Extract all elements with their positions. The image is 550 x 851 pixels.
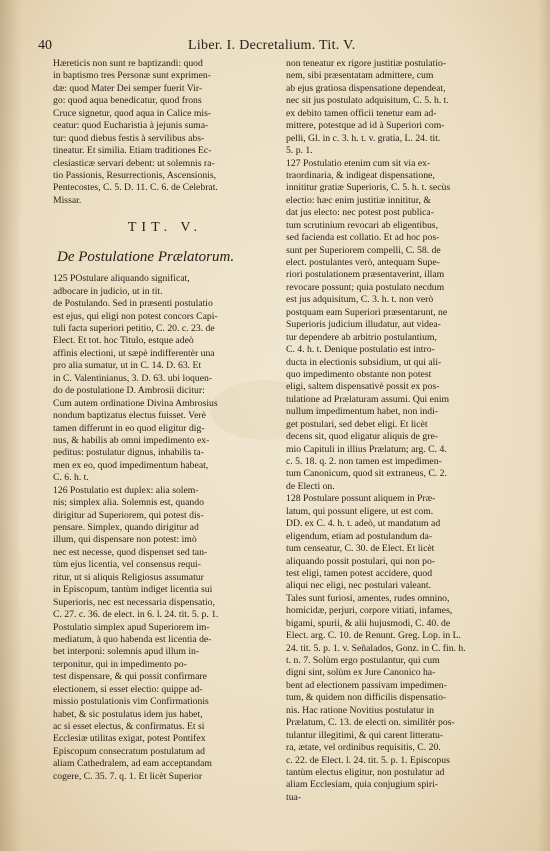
text-line: ceatur: quod Eucharistia à jejunis suma- [53,120,209,132]
text-line: tantùm electus eligitur, non postulatur ad [286,766,445,778]
text-line: do de postulatione D. Ambrosii dicitur: [53,385,205,397]
text-line: de Postulando. Sed in præsenti postulatio [53,298,213,310]
text-line: aliqui nec eligi, nec postulari valeant. [286,580,431,592]
text-line: mediatum, à quo habenda est licentia de- [53,633,212,645]
text-line: Superioris judicium illudatur, aut videa- [286,319,441,331]
text-line: ac si esset electus, & confirmatus. Et si [53,721,205,732]
text-line: Pentecostes, C. 5. D. 11. C. 6. de Celebrat. [53,182,218,194]
text-line: clesiasticæ servari debent: ut solemnis ra- [53,157,215,169]
text-line: 126 Postulatio est duplex: alia solem- [53,484,199,496]
text-line: aliam Cathedralem, ad eam acceptandam [53,758,212,770]
text-line: C. 27. c. 36. de elect. in 6. l. 24. tit. 5. p. 1. [53,609,219,621]
text-line: nis; simplex alia. Solemnis est, quando [53,497,204,509]
text-line: postquam eam Superiori præsentarunt, ne [286,306,448,318]
text-line: Missar. [53,194,82,206]
text-line: Episcopum consecratum postulatum ad [53,745,206,757]
text-line: Ecclesiæ utilitas exigat, potest Pontifex [53,733,206,745]
text-line: t. n. 7. Solùm ergo postulantur, qui cum [286,655,440,666]
text-line: 127 Postulatio etenim cum sit via ex- [286,157,431,169]
text-line: Tales sunt furiosi, amentes, rudes omnino, [286,592,450,604]
text-line: tum Canonicum, quod sit extraneus, C. 2. [286,468,447,480]
text-line: pensare. Simplex, quando dirigitur ad [53,522,199,533]
text-line: tum scrutinium revocari ab eligentibus, [286,219,439,231]
section-title: De Postulatione Prælatorum. [57,249,235,266]
page-header [38,38,510,58]
text-line: nem, sibi præsentatam admittere, cum [286,70,434,82]
text-line: affinis electioni, ut sæpè indifferentèr una [53,347,215,359]
text-line: tamen differunt in eo quod eligitur dig- [53,422,205,434]
text-line: non teneatur ex rigore justitiæ postulatio- [286,58,447,69]
text-line: ducta in electionis subsidium, ut qui ali- [286,356,442,368]
left-body-text [53,273,277,783]
text-line: ex debito tamen officii tenetur eam ad- [286,107,437,119]
page-number: 40 [38,38,52,53]
text-line: 125 POstulare aliquando significat, [53,273,190,285]
text-line: homicidæ, perjuri, corpore vitiati, infames, [286,605,453,617]
text-line: peditus: postulatur dignus, inhabilis ta- [53,447,204,459]
text-line: Prælatum, C. 13. de electi on. similitèr pos- [286,717,455,729]
text-line: traordinaria, & indigeat dispensatione, [286,169,435,181]
text-line: aliam Ecclesiam, quia conjugium spiri- [286,779,438,791]
text-line: nis. Hac ratione Novitius postulatur in [286,704,434,716]
text-line: ab ejus gratiosa dispensatione dependeat, [286,82,446,94]
text-line: tur dependere ab arbitrio postulantium, [286,331,437,343]
left-top-text [53,58,277,207]
text-line: tum censeatur, C. 30. de Elect. Et licèt [286,543,435,555]
text-line: dæ: quod Mater Dei semper fuerit Vir- [53,82,203,94]
text-line: go: quod aqua benedicatur, quod frons [53,95,202,107]
text-line: 24. tit. 5. p. 1. v. Señalados, Gonz. in C. fin. h. [286,642,466,654]
text-line: in C. Valentinianus, 3. D. 63. ubi loquen- [53,372,213,384]
running-head: Liber. I. Decretalium. Tit. V. [188,38,356,53]
text-line: DD. ex C. 4. h. t. adeò, ut mandatum ad [286,518,441,530]
text-line: adbocare in judicio, ut in tit. [53,285,163,297]
text-line: Postulatio simplex apud Superiorem im- [53,621,210,633]
text-line: Elect. arg. C. 10. de Renunt. Greg. Lop. in L. [286,630,461,642]
text-line: elect. postulantes verò, antequam Supe- [286,257,440,268]
text-line: c. 5. 18. q. 2. non tamen est impedimen- [286,456,442,467]
text-line: tur: quod diebus festis à servilibus abs- [53,132,205,144]
text-line: C. 6. h. t. [53,472,89,484]
text-line: mittere, potestque ad id à Superiori com- [286,120,445,132]
text-line: 5. p. 1. [286,145,313,157]
text-line: tulantur illegitimi, & qui carent litteratu- [286,729,444,741]
text-line: dat jus electo: nec potest post publica- [286,207,434,219]
text-line: tulatione ad Prælaturam assumi. Qui enim [286,393,450,405]
text-line: ritur, ut si aliquis Religiosus assumatur [53,571,204,583]
text-line: dirigitur ad Superiorem, qui potest dis- [53,509,204,521]
text-line: get postulari, sed debet eligi. Et licèt [286,418,428,430]
text-line: bet interponi: solemnis apud illum in- [53,646,200,658]
text-line: illum, qui dispensare non potest: imò [53,534,197,546]
text-line: nullum impedimentum habet, non indi- [286,406,439,418]
text-line: electionem, si esset electio: quippe ad- [53,683,203,695]
text-line: Cruce signetur, quod aqua in Calice mis- [53,107,212,119]
text-line: electio: hæc enim justitiæ innititur, & [286,194,431,206]
text-line: test eligi, tamen potest accidere, quod [286,567,433,579]
text-line: est ejus, qui eligi non potest concors Capi- [53,310,218,322]
text-line: Cum autem ordinatione Divina Ambrosius [53,397,218,409]
text-line: tum, & quidem non difficilis dispensatio- [286,692,447,704]
text-line: eligi, saltem dispensativè possit ex pos- [286,381,440,393]
text-line: habet, & sic postulatus idem jus habet, [53,708,203,720]
text-line: aliquando possit postulari, qui non po- [286,555,436,567]
text-line: nec est necesse, quod dispenset sed tan- [53,546,208,558]
text-line: bigami, spurii, & alii hujusmodi, C. 40. de [286,617,451,629]
text-line: tio Passionis, Resurrectionis, Ascensionis, [53,169,217,181]
text-line: ra, ætate, vel ordinibus requisitis, C. 20. [286,742,441,754]
page-right-shadow [538,0,550,851]
text-line: c. 22. de Elect. l. 24. tit. 5. p. 1. Episcopus [286,754,450,766]
right-column [286,58,514,828]
text-line: Elect. Et tot. hoc Titulo, estque adeò [53,335,194,347]
text-line: tuli facta superiori petitio, C. 20. c. 23. de [53,323,215,334]
text-line: tùm ejus licentia, vel consensus requi- [53,559,201,571]
text-line: sed facienda est collatio. Et ad hoc pos- [286,232,440,244]
page-left-shadow [0,0,22,851]
text-line: revocare possunt; quia postulato necdum [286,281,445,293]
text-line: quo impedimento obstante non potest [286,368,432,380]
text-line: tua- [286,791,302,803]
text-line: C. 4. h. t. Denique postulatio est intro- [286,344,435,356]
text-line: sunt per Superiorem compelli, C. 58. de [286,244,441,256]
text-line: latum, qui possunt eligere, ut est com. [286,505,434,517]
text-line: eligendum, etiam ad postulandum da- [286,530,433,542]
text-line: cogere, C. 35. 7. q. 1. Et licèt Superior [53,770,203,782]
text-line: Superioris, nec est necessaria dispensatio, [53,596,215,608]
left-column [53,58,277,828]
right-body-text [286,58,514,804]
text-line: decens sit, quod eligatur aliquis de gre- [286,431,438,443]
text-line: missio postulationis vim Confirmationis [53,696,209,708]
text-line: nus, & habilis ab omni impedimento ex- [53,434,210,446]
text-line: digni sint, solùm ex Jure Canonico ha- [286,667,436,679]
text-line: test dispensare, & qui possit confirmare [53,671,207,683]
text-line: tineatur. Et similia. Etiam traditiones Ec- [53,145,212,157]
text-line: est jus adquisitum, C. 3. h. t. non verò [286,294,434,306]
text-line: men ex eo, quod impedimentum habeat, [53,459,209,471]
text-line: innititur gratiæ Superioris, C. 5. h. t. secùs [286,182,451,194]
text-line: pro alia sumatur, ut in C. 14. D. 63. Et [53,360,202,372]
text-line: bent ad electionem passivam impedimen- [286,679,447,691]
text-line: nondum baptizatus electus fuisset. Verè [53,410,206,422]
text-line: Hæreticis non sunt re baptizandi: quod [53,58,203,69]
text-line: 128 Postulare possunt aliquem in Præ- [286,493,436,505]
title-heading: TIT. V. [127,220,203,236]
text-line: pelli, Gl. in c. 3. h. t. v. gratia, L. 24. tit. [286,132,441,144]
text-line: nec sit jus postulato adquisitum, C. 5. h. t. [286,95,449,107]
text-line: mio Capituli in illius Prælatum; arg. C. 4. [286,443,447,455]
text-line: in baptismo tres Personæ sunt exprimen- [53,70,211,82]
text-line: de Electi on. [286,480,335,492]
text-line: terponitur, qui in impedimento po- [53,658,187,670]
text-line: in Episcopum, tantùm indiget licentia sui [53,584,213,596]
text-line: riori postulationem præsentaverint, illam [286,269,445,281]
